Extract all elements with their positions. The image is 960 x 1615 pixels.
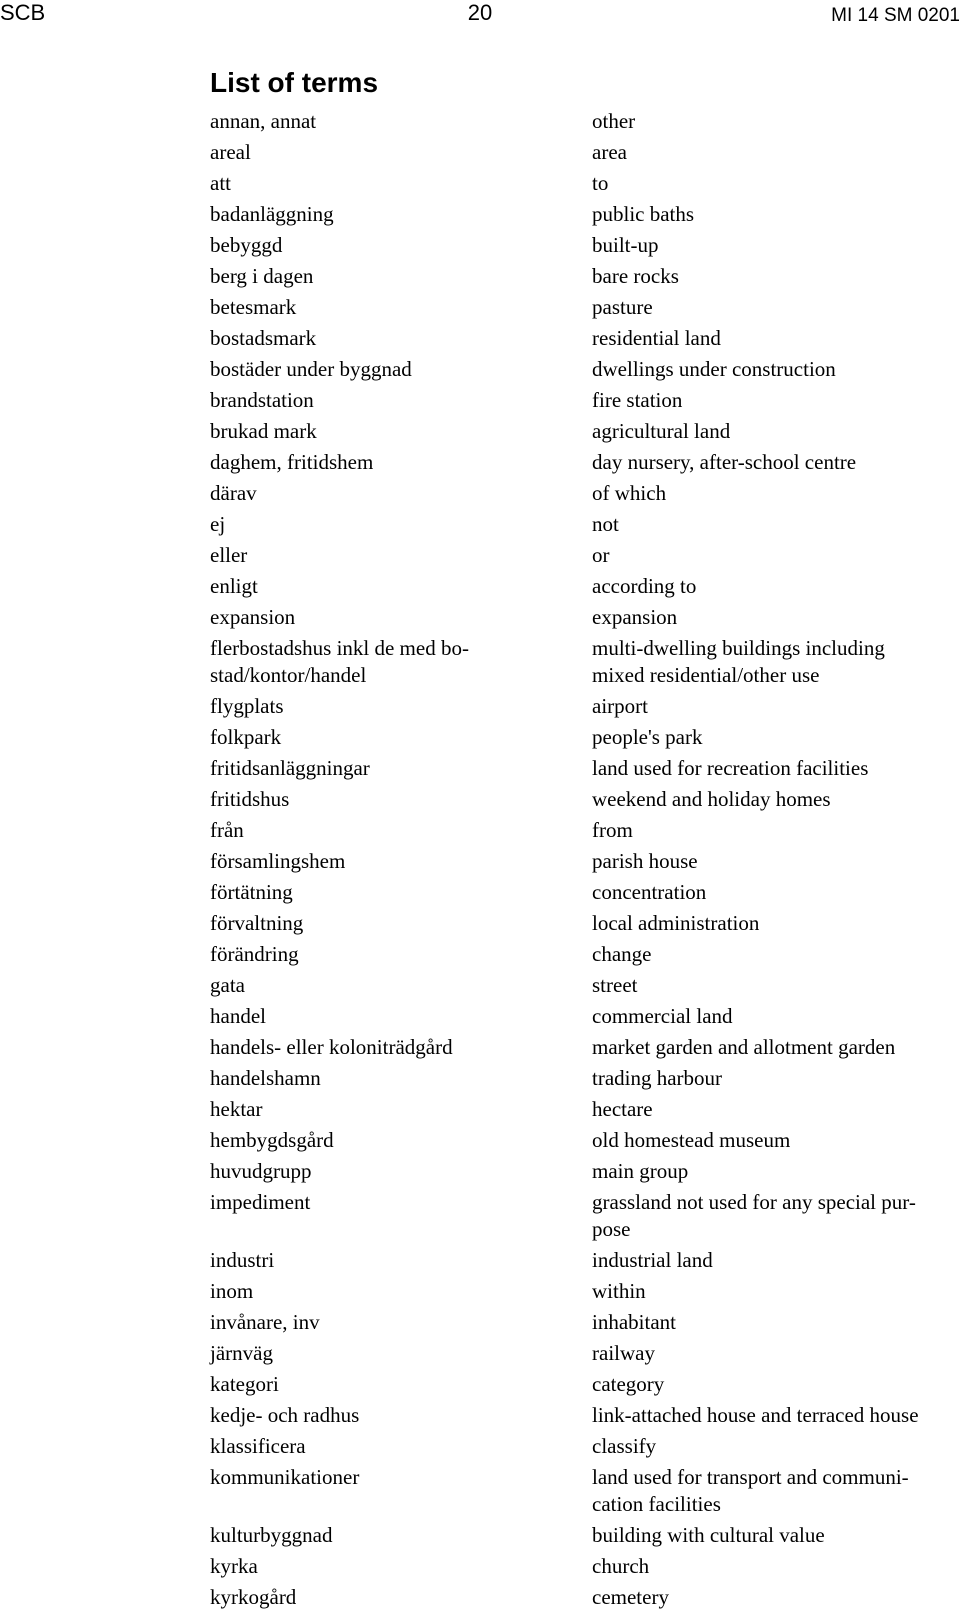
swedish-term-text: att bbox=[210, 171, 231, 195]
english-translation-text: from bbox=[592, 818, 633, 842]
term-row bbox=[210, 449, 960, 476]
english-translation bbox=[592, 1278, 960, 1305]
english-translation bbox=[592, 1553, 960, 1580]
english-translation bbox=[592, 573, 960, 600]
swedish-term bbox=[210, 1247, 592, 1274]
english-translation-text: change bbox=[592, 942, 652, 966]
swedish-term-text: expansion bbox=[210, 605, 296, 629]
english-translation bbox=[592, 1034, 960, 1061]
english-translation bbox=[592, 1522, 960, 1549]
swedish-term-text: fritidsanläggningar bbox=[210, 756, 370, 780]
english-translation bbox=[592, 604, 960, 631]
english-translation-text: not bbox=[592, 512, 619, 536]
english-translation-text: residential land bbox=[592, 326, 721, 350]
swedish-term bbox=[210, 817, 592, 844]
swedish-term-text: bostäder under byggnad bbox=[210, 357, 412, 381]
swedish-term bbox=[210, 1522, 592, 1549]
header-agency: SCB bbox=[0, 0, 46, 25]
english-translation-text: church bbox=[592, 1554, 650, 1578]
term-row bbox=[210, 542, 960, 569]
swedish-term bbox=[210, 542, 592, 569]
english-translation bbox=[592, 294, 960, 321]
swedish-term-text: betesmark bbox=[210, 295, 297, 319]
term-row bbox=[210, 1340, 960, 1367]
swedish-term bbox=[210, 1584, 592, 1611]
english-translation-text: expansion bbox=[592, 605, 678, 629]
swedish-term bbox=[210, 1433, 592, 1460]
swedish-term-text: flerbostadshus inkl de med bo- bbox=[210, 636, 469, 660]
english-translation-text: parish house bbox=[592, 849, 698, 873]
swedish-term-text: invånare, inv bbox=[210, 1310, 320, 1334]
english-translation bbox=[592, 1402, 960, 1429]
swedish-term-text: brandstation bbox=[210, 388, 314, 412]
swedish-term-text: från bbox=[210, 818, 244, 842]
english-translation-text: trading harbour bbox=[592, 1066, 723, 1090]
english-translation-text: cemetery bbox=[592, 1585, 669, 1609]
english-translation-text: multi-dwelling buildings including bbox=[592, 636, 885, 660]
swedish-term bbox=[210, 232, 592, 259]
swedish-term bbox=[210, 387, 592, 414]
english-translation bbox=[592, 1127, 960, 1154]
term-row bbox=[210, 573, 960, 600]
term-row bbox=[210, 263, 960, 290]
english-translation-text: within bbox=[592, 1279, 646, 1303]
swedish-term-text: folkpark bbox=[210, 725, 282, 749]
swedish-term-text: kategori bbox=[210, 1372, 279, 1396]
term-row bbox=[210, 941, 960, 968]
header-publication-code: MI 14 SM 0201 bbox=[831, 5, 960, 26]
swedish-term bbox=[210, 693, 592, 720]
swedish-term bbox=[210, 1034, 592, 1061]
term-row bbox=[210, 1158, 960, 1185]
swedish-term bbox=[210, 170, 592, 197]
term-row bbox=[210, 1402, 960, 1429]
swedish-term-text: förtätning bbox=[210, 880, 293, 904]
swedish-term-text: hektar bbox=[210, 1097, 263, 1121]
swedish-term bbox=[210, 356, 592, 383]
swedish-term bbox=[210, 972, 592, 999]
swedish-term bbox=[210, 879, 592, 906]
swedish-term bbox=[210, 1278, 592, 1305]
english-translation-text: market garden and allotment garden bbox=[592, 1035, 896, 1059]
swedish-term bbox=[210, 1340, 592, 1367]
swedish-term bbox=[210, 511, 592, 538]
swedish-term-text: därav bbox=[210, 481, 257, 505]
swedish-term-text: fritidshus bbox=[210, 787, 290, 811]
swedish-term-text: järnväg bbox=[210, 1341, 273, 1365]
swedish-term-continuation bbox=[210, 1491, 584, 1518]
english-translation-text: building with cultural value bbox=[592, 1523, 825, 1547]
term-row bbox=[210, 1189, 960, 1243]
swedish-term-text: kulturbyggnad bbox=[210, 1523, 333, 1547]
swedish-term bbox=[210, 1189, 592, 1243]
page-number: 20 bbox=[467, 0, 493, 25]
swedish-term bbox=[210, 1158, 592, 1185]
english-translation-text: commercial land bbox=[592, 1004, 733, 1028]
term-row bbox=[210, 1433, 960, 1460]
english-translation bbox=[592, 139, 960, 166]
term-row bbox=[210, 201, 960, 228]
swedish-term-text: flygplats bbox=[210, 694, 284, 718]
english-translation bbox=[592, 724, 960, 751]
swedish-term-text: impediment bbox=[210, 1190, 311, 1214]
english-translation bbox=[592, 817, 960, 844]
swedish-term-text: förändring bbox=[210, 942, 299, 966]
swedish-term-text: daghem, fritidshem bbox=[210, 450, 374, 474]
english-translation bbox=[592, 1096, 960, 1123]
swedish-term bbox=[210, 1553, 592, 1580]
english-translation bbox=[592, 170, 960, 197]
term-row bbox=[210, 724, 960, 751]
english-translation-text: land used for recreation facilities bbox=[592, 756, 869, 780]
swedish-term-text: areal bbox=[210, 140, 251, 164]
swedish-term bbox=[210, 786, 592, 813]
english-translation bbox=[592, 755, 960, 782]
term-row bbox=[210, 1464, 960, 1518]
english-translation-text: built-up bbox=[592, 233, 659, 257]
swedish-term bbox=[210, 263, 592, 290]
swedish-term bbox=[210, 325, 592, 352]
term-row bbox=[210, 1127, 960, 1154]
swedish-term bbox=[210, 418, 592, 445]
term-row bbox=[210, 1553, 960, 1580]
english-translation bbox=[592, 1309, 960, 1336]
english-translation-text: street bbox=[592, 973, 638, 997]
swedish-term bbox=[210, 1464, 592, 1518]
english-translation bbox=[592, 1158, 960, 1185]
english-translation bbox=[592, 1433, 960, 1460]
swedish-term-text: eller bbox=[210, 543, 248, 567]
english-translation bbox=[592, 635, 960, 689]
swedish-term-text: kommunikationer bbox=[210, 1465, 360, 1489]
term-row bbox=[210, 910, 960, 937]
term-row bbox=[210, 848, 960, 875]
term-row bbox=[210, 1034, 960, 1061]
swedish-term-text: gata bbox=[210, 973, 245, 997]
swedish-term-text: badanläggning bbox=[210, 202, 334, 226]
term-row bbox=[210, 1247, 960, 1274]
swedish-term-text: inom bbox=[210, 1279, 254, 1303]
swedish-term-text: bebyggd bbox=[210, 233, 283, 257]
english-translation bbox=[592, 972, 960, 999]
term-list bbox=[210, 108, 960, 1615]
english-translation-text: inhabitant bbox=[592, 1310, 676, 1334]
swedish-term-text: brukad mark bbox=[210, 419, 317, 443]
swedish-term-text: huvudgrupp bbox=[210, 1159, 312, 1183]
english-translation bbox=[592, 848, 960, 875]
swedish-term-text: handels- eller koloniträdgård bbox=[210, 1035, 453, 1059]
swedish-term bbox=[210, 1096, 592, 1123]
term-row bbox=[210, 817, 960, 844]
english-translation-text: according to bbox=[592, 574, 697, 598]
english-translation-continuation: mixed residential/other use bbox=[592, 663, 820, 687]
english-translation-text: old homestead museum bbox=[592, 1128, 791, 1152]
term-row bbox=[210, 604, 960, 631]
swedish-term-text: kyrka bbox=[210, 1554, 258, 1578]
english-translation bbox=[592, 232, 960, 259]
swedish-term bbox=[210, 1309, 592, 1336]
page-title: List of terms bbox=[210, 67, 379, 98]
english-translation-continuation: cation facilities bbox=[592, 1492, 721, 1516]
english-translation bbox=[592, 263, 960, 290]
english-translation-text: link-attached house and terraced house bbox=[592, 1403, 919, 1427]
term-row bbox=[210, 511, 960, 538]
english-translation bbox=[592, 325, 960, 352]
swedish-term bbox=[210, 294, 592, 321]
english-translation bbox=[592, 910, 960, 937]
english-translation-text: bare rocks bbox=[592, 264, 679, 288]
english-translation-text: agricultural land bbox=[592, 419, 731, 443]
english-translation bbox=[592, 1584, 960, 1611]
term-row bbox=[210, 480, 960, 507]
term-row bbox=[210, 139, 960, 166]
swedish-term bbox=[210, 1065, 592, 1092]
swedish-term-text: kedje- och radhus bbox=[210, 1403, 360, 1427]
english-translation bbox=[592, 879, 960, 906]
english-translation-text: pasture bbox=[592, 295, 653, 319]
english-translation-text: concentration bbox=[592, 880, 707, 904]
term-row bbox=[210, 879, 960, 906]
swedish-term-continuation bbox=[210, 1216, 584, 1243]
english-translation-text: land used for transport and communi- bbox=[592, 1465, 909, 1489]
swedish-term-text: förvaltning bbox=[210, 911, 304, 935]
swedish-term bbox=[210, 910, 592, 937]
term-row bbox=[210, 387, 960, 414]
english-translation-text: airport bbox=[592, 694, 648, 718]
english-translation bbox=[592, 418, 960, 445]
english-translation-text: grassland not used for any special pur- bbox=[592, 1190, 916, 1214]
term-row bbox=[210, 356, 960, 383]
swedish-term bbox=[210, 635, 592, 689]
swedish-term-text: klassificera bbox=[210, 1434, 306, 1458]
term-row bbox=[210, 1522, 960, 1549]
term-row bbox=[210, 1065, 960, 1092]
swedish-term-text: berg i dagen bbox=[210, 264, 314, 288]
english-translation bbox=[592, 941, 960, 968]
english-translation-text: weekend and holiday homes bbox=[592, 787, 831, 811]
english-translation bbox=[592, 542, 960, 569]
term-row bbox=[210, 755, 960, 782]
english-translation-text: public baths bbox=[592, 202, 695, 226]
english-translation bbox=[592, 693, 960, 720]
english-translation bbox=[592, 1003, 960, 1030]
english-translation-text: railway bbox=[592, 1341, 655, 1365]
swedish-term-text: handelshamn bbox=[210, 1066, 321, 1090]
english-translation bbox=[592, 108, 960, 135]
english-translation bbox=[592, 1189, 960, 1243]
swedish-term-text: församlingshem bbox=[210, 849, 346, 873]
swedish-term-text: enligt bbox=[210, 574, 258, 598]
english-translation-continuation: pose bbox=[592, 1217, 631, 1241]
term-row bbox=[210, 232, 960, 259]
term-row bbox=[210, 1309, 960, 1336]
english-translation bbox=[592, 1340, 960, 1367]
swedish-term-text: industri bbox=[210, 1248, 275, 1272]
swedish-term-text: kyrkogård bbox=[210, 1585, 297, 1609]
swedish-term-text: ej bbox=[210, 512, 226, 536]
english-translation-text: other bbox=[592, 109, 636, 133]
swedish-term bbox=[210, 755, 592, 782]
english-translation bbox=[592, 1371, 960, 1398]
swedish-term-text: handel bbox=[210, 1004, 266, 1028]
term-row bbox=[210, 108, 960, 135]
english-translation-text: or bbox=[592, 543, 610, 567]
swedish-term bbox=[210, 1371, 592, 1398]
term-row bbox=[210, 635, 960, 689]
english-translation-text: category bbox=[592, 1372, 665, 1396]
english-translation bbox=[592, 356, 960, 383]
swedish-term bbox=[210, 1003, 592, 1030]
english-translation-text: of which bbox=[592, 481, 667, 505]
english-translation-text: area bbox=[592, 140, 627, 164]
term-row bbox=[210, 1096, 960, 1123]
swedish-term-text: bostadsmark bbox=[210, 326, 317, 350]
term-row bbox=[210, 1003, 960, 1030]
term-row bbox=[210, 325, 960, 352]
english-translation-text: dwellings under construction bbox=[592, 357, 836, 381]
term-row bbox=[210, 1278, 960, 1305]
english-translation-text: people's park bbox=[592, 725, 703, 749]
term-row bbox=[210, 418, 960, 445]
swedish-term bbox=[210, 604, 592, 631]
swedish-term-continuation: stad/kontor/handel bbox=[210, 663, 367, 687]
term-row bbox=[210, 786, 960, 813]
swedish-term bbox=[210, 201, 592, 228]
term-row bbox=[210, 1584, 960, 1611]
english-translation-text: to bbox=[592, 171, 609, 195]
english-translation bbox=[592, 786, 960, 813]
english-translation-text: local administration bbox=[592, 911, 760, 935]
english-translation bbox=[592, 387, 960, 414]
english-translation bbox=[592, 511, 960, 538]
term-row bbox=[210, 972, 960, 999]
term-row bbox=[210, 294, 960, 321]
swedish-term bbox=[210, 941, 592, 968]
swedish-term bbox=[210, 108, 592, 135]
swedish-term bbox=[210, 573, 592, 600]
term-row bbox=[210, 693, 960, 720]
swedish-term bbox=[210, 480, 592, 507]
english-translation bbox=[592, 480, 960, 507]
term-row bbox=[210, 170, 960, 197]
swedish-term bbox=[210, 1127, 592, 1154]
swedish-term bbox=[210, 724, 592, 751]
swedish-term bbox=[210, 848, 592, 875]
swedish-term-text: hembygdsgård bbox=[210, 1128, 334, 1152]
english-translation-text: hectare bbox=[592, 1097, 653, 1121]
english-translation-text: day nursery, after-school centre bbox=[592, 450, 857, 474]
english-translation-text: classify bbox=[592, 1434, 657, 1458]
swedish-term bbox=[210, 139, 592, 166]
term-row bbox=[210, 1371, 960, 1398]
english-translation-text: main group bbox=[592, 1159, 689, 1183]
swedish-term bbox=[210, 1402, 592, 1429]
english-translation-text: industrial land bbox=[592, 1248, 713, 1272]
swedish-term bbox=[210, 449, 592, 476]
swedish-term-text: annan, annat bbox=[210, 109, 317, 133]
english-translation bbox=[592, 1247, 960, 1274]
english-translation bbox=[592, 449, 960, 476]
english-translation-text: fire station bbox=[592, 388, 683, 412]
english-translation bbox=[592, 201, 960, 228]
english-translation bbox=[592, 1464, 960, 1518]
english-translation bbox=[592, 1065, 960, 1092]
